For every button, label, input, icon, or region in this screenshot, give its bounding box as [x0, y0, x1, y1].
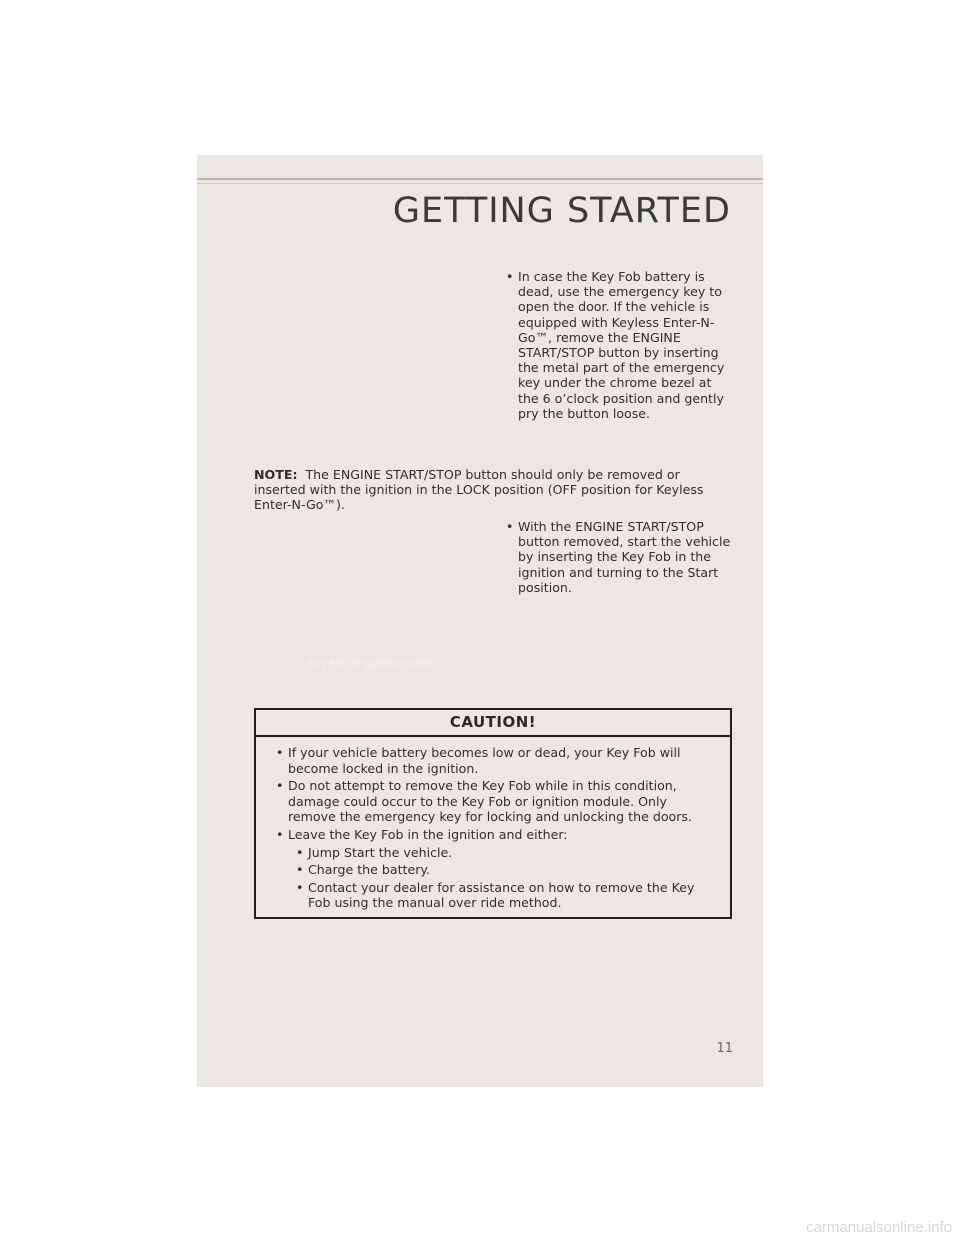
note-text: The ENGINE START/STOP button should only be removed or inserted with the ignition in the LOCK position (OFF position for Keyless Enter-N-Go™).	[254, 467, 704, 513]
bullet-list-top	[504, 269, 734, 421]
header-rule	[197, 178, 763, 180]
caution-body	[256, 737, 730, 911]
caution-item: • Do not attempt to remove the Key Fob while in this condition, damage could occur to the Key Fob or ignition module. Only remove the emergency key for locking and unlocking the doors.	[274, 778, 716, 825]
header-rule-thin	[197, 183, 763, 184]
bullet-item: • In case the Key Fob battery is dead, use the emergency key to open the door. If the vehicle is equipped with Keyless Enter-N-Go™, remove the ENGINE START/STOP button by inserting the metal part of the emergency key under the chrome bezel at the 6 o’clock position and gently pry the button loose.	[504, 269, 734, 421]
caution-subitem: • Charge the battery.	[274, 862, 716, 878]
section-title: GETTING STARTED	[392, 191, 731, 231]
bullet-list-middle	[504, 519, 734, 595]
watermark: carmanualsonline.info	[806, 1219, 952, 1236]
caution-subitem: • Contact your dealer for assistance on how to remove the Key Fob using the manual over ride method.	[274, 880, 716, 911]
caution-title: CAUTION!	[256, 710, 730, 737]
page-number: 11	[716, 1041, 733, 1056]
figure-caption: Key Fob In Ignition Switch	[307, 658, 435, 670]
caution-box	[254, 708, 732, 919]
manual-page	[197, 155, 763, 1087]
caution-item: • Leave the Key Fob in the ignition and either:	[274, 827, 716, 843]
caution-subitem: • Jump Start the vehicle.	[274, 845, 716, 861]
caution-item: • If your vehicle battery becomes low or dead, your Key Fob will become locked in the ignition.	[274, 745, 716, 776]
note-paragraph	[254, 467, 724, 513]
bullet-item: • With the ENGINE START/STOP button removed, start the vehicle by inserting the Key Fob in the ignition and turning to the Start position.	[504, 519, 734, 595]
note-label: NOTE:	[254, 467, 298, 482]
